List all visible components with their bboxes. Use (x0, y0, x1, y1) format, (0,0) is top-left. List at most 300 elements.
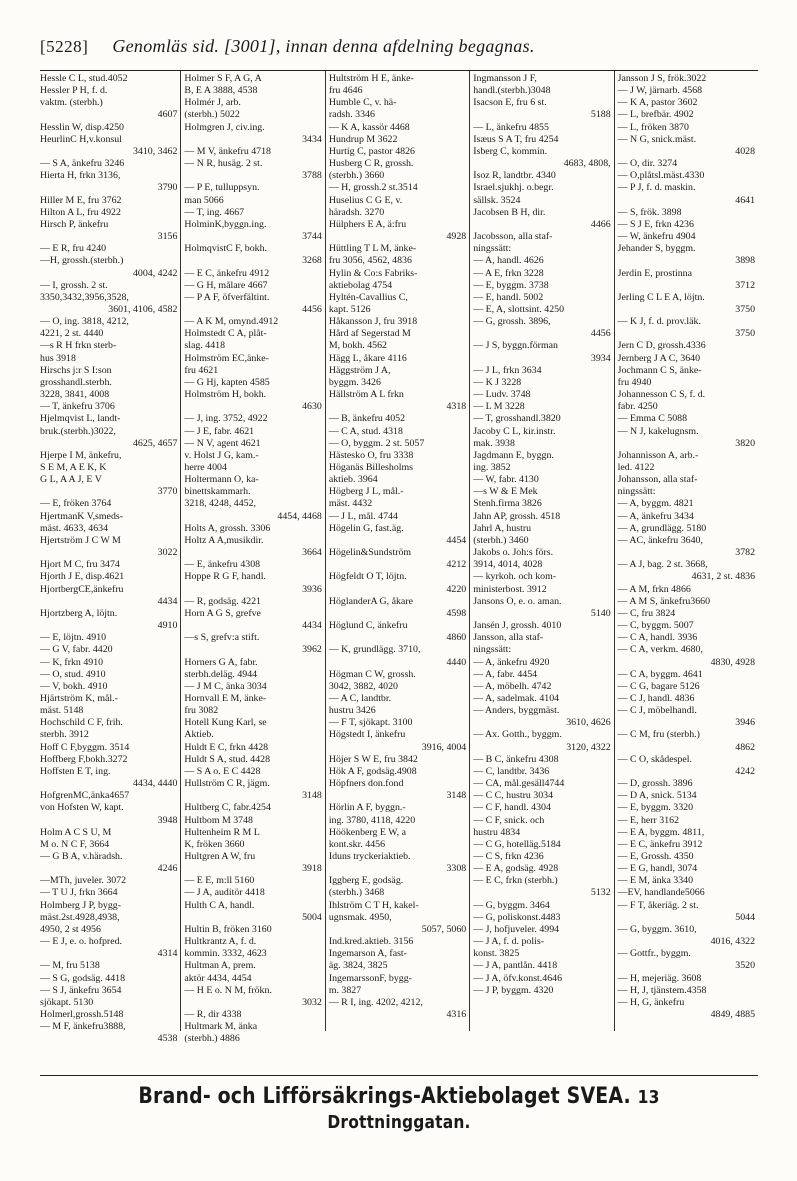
directory-entry: 4538 (157, 1033, 178, 1045)
directory-entry: — T, grosshandl.3820 (473, 413, 561, 425)
directory-entry: Hoppe R G F, handl. (184, 571, 266, 583)
directory-entry: ing. 3852 (473, 462, 511, 473)
directory-entry: Jernberg J A C, 3640 (617, 352, 701, 364)
directory-entry: 3820 (735, 437, 756, 449)
directory-entry: — P J, f. d. maskin. (617, 182, 696, 194)
directory-entry: — H, G, änkefru (617, 996, 685, 1008)
directory-entry: 4246 (157, 863, 178, 875)
directory-entry: 4220 (446, 583, 467, 595)
directory-entry: binettskammarh. (184, 486, 251, 498)
directory-page (40, 36, 758, 1045)
directory-entry: — N R, husäg. 2 st. (184, 158, 263, 170)
directory-entry: — S G, godsäg. 4418 (40, 972, 126, 984)
directory-entry: 5132 (590, 887, 611, 899)
directory-entry: 4454, 4468 (277, 510, 322, 522)
directory-entry: — M F, änkefru3888, (40, 1021, 126, 1033)
directory-entry: byggm. 3426 (328, 376, 381, 388)
directory-entry: — Emma C 5088 (617, 413, 688, 425)
directory-entry: — G, byggm. 3464 (473, 899, 550, 911)
directory-entry: — C S, frkn 4236 (473, 851, 544, 862)
directory-entry: Holmer S F, A G, A (184, 73, 262, 84)
directory-entry: hustru 4834 (473, 826, 521, 838)
directory-entry: — E C, änkefru 3912 (617, 838, 703, 850)
directory-entry: Jahn AP, grossh. 4518 (473, 510, 561, 522)
directory-entry: HolmqvistC F, bokh. (184, 243, 268, 255)
directory-entry: — F T, åkeriäg. 2 st. (617, 899, 699, 911)
directory-entry: Johannisson A, arb.- (617, 449, 699, 461)
column-5 (614, 71, 758, 1031)
directory-entry: aktiebolag 4754 (328, 279, 393, 291)
directory-entry: Holmerl,grossh.5148 (40, 1009, 124, 1021)
directory-entry: 4434 (302, 620, 322, 632)
directory-entry: — C M, fru (sterbh.) (617, 729, 700, 741)
running-title: Genomläs sid. [3001], innan denna afdelning begagnas. (112, 36, 535, 56)
directory-entry: 3610, 4626 (566, 717, 611, 729)
directory-entry: Husberg C R, grossh. (328, 158, 414, 170)
directory-entry: ningssätt: (473, 243, 512, 255)
directory-entry: 3712 (735, 279, 756, 291)
directory-entry: 3934 (590, 352, 611, 364)
directory-entry: 4466 (590, 218, 611, 230)
directory-entry: HjortbergCE,änkefru (40, 583, 124, 595)
directory-entry: — J A, öfv.konst.4646 (473, 972, 563, 984)
directory-entry: Hjortzberg A, löjtn. (40, 607, 118, 619)
directory-entry: Hultbom M 3748 (184, 814, 253, 826)
directory-entry: —MTh, juveler. 3072 (40, 875, 127, 887)
directory-entry: — M V, änkefru 4718 (184, 145, 271, 157)
directory-entry: — E C, frkn (sterbh.) (473, 875, 558, 887)
directory-entry: Hultin B, fröken 3160 (184, 923, 272, 935)
directory-entry: — C J, handl. 4836 (617, 692, 695, 704)
directory-entry: — C J, möbelhandl. (617, 705, 697, 717)
directory-entry: — J E, fabr. 4621 (184, 425, 255, 437)
directory-entry: — A, handl. 4626 (473, 255, 544, 267)
directory-entry: aktör 4434, 4454 (184, 972, 252, 984)
directory-entry: 3268 (302, 255, 322, 267)
directory-entry: Iduns tryckeriaktieb. (328, 851, 411, 862)
directory-entry: Högfeldt O T, löjtn. (328, 571, 407, 583)
directory-entry: äg. 3824, 3825 (328, 960, 388, 972)
directory-entry: ningssätt: (617, 486, 656, 498)
directory-entry: Hjerpe I M, änkefru, (40, 449, 122, 461)
column-3 (325, 71, 469, 1031)
directory-entry: fru 4621 (184, 364, 219, 376)
directory-entry: — H, mejeriäg. 3608 (617, 972, 702, 984)
directory-entry: — N V, agent 4621 (184, 437, 261, 449)
directory-entry: Jagdmann E, byggn. (473, 449, 554, 461)
directory-entry: Hällström A L frkn (328, 389, 404, 401)
directory-entry: — O,plåtsl.mäst.4330 (617, 170, 705, 182)
directory-entry: Hoffberg F,bokh.3272 (40, 753, 128, 765)
directory-entry: — Ax. Gotth., byggm. (473, 729, 562, 741)
directory-entry: — kyrkoh. och kom- (473, 571, 557, 583)
directory-entry: m. 3827 (328, 984, 362, 996)
directory-entry: 4607 (157, 109, 178, 121)
directory-entry: — E, handl. 5002 (473, 291, 544, 303)
directory-entry: 3750 (735, 328, 756, 340)
directory-entry: 3228, 3841, 4008 (40, 389, 110, 401)
directory-entry: — A, byggm. 4821 (617, 498, 694, 510)
directory-entry: slag. 4418 (184, 340, 226, 352)
directory-entry: Holmberg J P, bygg- (40, 899, 122, 911)
directory-entry: — T U J, frkn 3664 (40, 887, 118, 899)
directory-entry: Jakobs o. Joh:s förs. (473, 547, 554, 559)
directory-entry: 4641 (735, 194, 756, 206)
directory-entry: — J A, pantlån. 4418 (473, 960, 558, 972)
directory-entry: 4440 (446, 656, 467, 668)
directory-entry: — G V, fabr. 4420 (40, 644, 113, 656)
directory-entry: Häggström J A, (328, 364, 391, 376)
directory-entry: Hyltén-Cavallius C, (328, 291, 408, 303)
directory-entry: — E, Grossh. 4350 (617, 851, 694, 862)
directory-entry: — E M, änka 3340 (617, 875, 694, 887)
directory-entry: Isoz R, landtbr. 4340 (473, 170, 556, 182)
directory-entry: — M, fru 5138 (40, 960, 100, 972)
directory-entry: Hessle C L, stud.4052 (40, 73, 128, 84)
directory-entry: Humble C, v. hä- (328, 97, 397, 109)
directory-entry: Holmström EC,änke- (184, 352, 269, 364)
directory-entry: Hoff C F,byggm. 3514 (40, 741, 130, 753)
directory-entry: 3120, 4322 (566, 741, 611, 753)
directory-entry: — T, ing. 4667 (184, 206, 245, 218)
directory-entry: HöglanderA G, åkare (328, 595, 413, 607)
directory-entry: Huldt S A, stud. 4428 (184, 753, 271, 765)
directory-entry: — O, ing. 3818, 4212, (40, 316, 129, 328)
advertisement-text-line (90, 1084, 707, 1134)
directory-entry: — K, grundlägg. 3710, (328, 644, 421, 656)
directory-entry: ministerbost. 3912 (473, 583, 547, 595)
directory-entry: Hultman A, prem. (184, 960, 256, 972)
directory-entry: — C A, stud. 4318 (328, 425, 403, 437)
directory-entry: 4314 (157, 948, 178, 960)
directory-entry: sterbh. 3912 (40, 729, 89, 741)
directory-entry: bruk.(sterbh.)3022, (40, 425, 116, 437)
directory-entry: Hård af Segerstad M (328, 328, 411, 340)
directory-entry: — K, frkn 4910 (40, 656, 104, 668)
directory-entry: — Gottfr., byggm. (617, 948, 691, 960)
directory-entry: — G B A, v.häradsh. (40, 851, 123, 862)
directory-entry: — L, brefbär. 4902 (617, 109, 694, 121)
directory-entry: 4598 (446, 607, 467, 619)
directory-entry: — H, grossh.2 st.3514 (328, 182, 418, 194)
directory-entry: IngemarssonF, bygg- (328, 972, 412, 984)
directory-entry: 5188 (590, 109, 611, 121)
directory-entry: Holm A C S U, M (40, 826, 112, 838)
directory-entry: — E C, änkefru 4912 (184, 267, 270, 279)
directory-entry: 3770 (157, 486, 178, 498)
directory-entry: Hessler P H, f. d. (40, 85, 108, 97)
directory-entry: — J A, f. d. polis- (473, 936, 544, 948)
directory-entry: Jacobsson, alla staf- (473, 231, 553, 243)
directory-entry: Hiller M E, fru 3762 (40, 194, 122, 206)
directory-entry: 4221, 2 st. 4440 (40, 328, 104, 340)
directory-entry: — L, änkefru 4855 (473, 121, 549, 133)
directory-entry: — S J E, frkn 4236 (617, 218, 694, 230)
directory-entry: Ind.kred.aktieb. 3156 (328, 936, 414, 948)
directory-entry: Hülphers E A, ä:fru (328, 218, 407, 230)
directory-entry: fabr. 4250 (617, 401, 658, 413)
directory-entry: — S A, änkefru 3246 (40, 158, 125, 170)
directory-entry: radsh. 3346 (328, 109, 375, 121)
directory-entry: Horn A G S, grefve (184, 607, 261, 619)
directory-entry: — C F, snick. och (473, 814, 545, 826)
directory-entry: (sterbh.) 5022 (184, 109, 240, 121)
directory-entry: — C G, bagare 5126 (617, 680, 700, 692)
directory-entry: Höjer S W E, fru 3842 (328, 753, 418, 765)
directory-entry: Hylin & Co:s Fabriks- (328, 267, 418, 279)
directory-entry: aktieb. 3964 (328, 474, 378, 486)
directory-entry: HofgrenMC,änka4657 (40, 790, 130, 802)
directory-entry: — A C, landtbr. (328, 692, 392, 704)
directory-entry: mäst.2st.4928,4938, (40, 911, 120, 923)
directory-entry: 4028 (735, 145, 756, 157)
directory-entry: 3410, 3462 (132, 145, 178, 157)
directory-entry: Jerdin E, prostinna (617, 267, 692, 279)
directory-entry: Högman C W, grossh. (328, 668, 416, 680)
directory-entry: von Hofsten W, kapt. (40, 802, 124, 814)
directory-entry: hustru 3426 (328, 705, 376, 717)
directory-entry: — L, fröken 3870 (617, 121, 689, 133)
directory-entry: Jansons O, e. o. aman. (473, 595, 562, 607)
directory-entry: 3948 (157, 814, 178, 826)
directory-entry: 3218, 4248, 4452, (184, 498, 256, 510)
directory-entry: —H, grossh.(sterbh.) (40, 255, 124, 267)
directory-entry: — A, möbelh. 4742 (473, 680, 552, 692)
directory-entry: 3916, 4004 (421, 741, 467, 753)
directory-entry: Ihlström C T H, kakel- (328, 899, 419, 911)
directory-entry: — G, poliskonst.4483 (473, 911, 561, 923)
directory-entry: Holtz A A,musikdir. (184, 534, 264, 546)
directory-entry: 3664 (302, 547, 322, 559)
directory-entry: 3148 (302, 790, 322, 802)
directory-entry: 3032 (302, 996, 322, 1008)
directory-entry: (sterbh.) 3660 (328, 170, 385, 182)
directory-entry: Huselius C G E, v. (328, 194, 403, 206)
directory-entry: hus 3918 (40, 352, 76, 364)
directory-entry: 3350,3432,3956,3528, (40, 291, 129, 303)
directory-entry: Johansson, alla staf- (617, 474, 698, 486)
directory-entry: — A, grundlägg. 5180 (617, 522, 707, 534)
directory-entry: — W, fabr. 4130 (473, 474, 539, 486)
directory-entry: — A, änkefru 4920 (473, 656, 550, 668)
directory-entry: — E, löjtn. 4910 (40, 632, 107, 644)
directory-entry: 4242 (735, 765, 756, 777)
directory-entry: 5057, 5060 (421, 923, 467, 935)
directory-entry: 4004, 4242 (132, 267, 178, 279)
directory-entry: fru 4646 (328, 85, 363, 97)
directory-entry: man 5066 (184, 194, 224, 206)
directory-entry: — V, bokh. 4910 (40, 680, 108, 692)
directory-entry: Hesslin W, disp.4250 (40, 121, 124, 133)
directory-entry: — G Hj, kapten 4585 (184, 376, 270, 388)
directory-entry: 3788 (302, 170, 322, 182)
directory-columns (40, 71, 758, 1045)
directory-entry: Israel.sjukhj. o.begr. (473, 182, 554, 194)
directory-entry: 3601, 4106, 4582 (108, 303, 178, 315)
directory-entry: 4630 (302, 401, 322, 413)
directory-entry: — C, landtbr. 3436 (473, 765, 550, 777)
directory-entry: 4454 (446, 534, 467, 546)
page-header (40, 36, 758, 66)
directory-entry: — I, grossh. 2 st. (40, 279, 108, 291)
directory-entry: — P A F, öfverfältint. (184, 291, 270, 303)
directory-entry: Hochschild C F, frih. (40, 717, 123, 729)
directory-entry: 3782 (735, 547, 756, 559)
directory-entry: 3790 (157, 182, 178, 194)
directory-entry: S E M, A E K, K (40, 462, 107, 473)
advertisement-banner (40, 1075, 758, 1134)
directory-entry: Hjort M C, fru 3474 (40, 559, 120, 571)
directory-entry: Aktieb. (184, 729, 214, 741)
directory-entry: 4434, 4440 (132, 778, 178, 790)
directory-entry: — K J, f. d. prov.läk. (617, 316, 701, 328)
directory-entry: 4862 (735, 741, 756, 753)
directory-entry: HeurlinC H,v.konsul (40, 133, 122, 145)
directory-entry: — C A, handl. 3936 (617, 632, 698, 644)
directory-entry: 3434 (302, 133, 322, 145)
directory-entry: — C A, byggm. 4641 (617, 668, 703, 680)
directory-entry: 5044 (735, 911, 756, 923)
directory-entry: Ingmansson J F, (473, 73, 537, 84)
directory-entry: konst. 3825 (473, 948, 520, 960)
directory-entry: — C, byggm. 5007 (617, 620, 694, 632)
directory-entry: Hjelmqvist L, landt- (40, 413, 121, 425)
directory-entry: K, fröken 3660 (184, 838, 245, 850)
directory-entry: kommin. 3332, 4623 (184, 948, 267, 960)
directory-entry: 4631, 2 st. 4836 (691, 571, 756, 583)
directory-entry: Hjorth J E, disp.4621 (40, 571, 125, 583)
directory-entry: Jern C D, grossh.4336 (617, 340, 706, 352)
directory-entry: v. Holst J G, kam.- (184, 449, 259, 461)
directory-entry: 4456 (302, 303, 322, 315)
directory-entry: 5004 (302, 911, 322, 923)
directory-entry: Jansson, alla staf- (473, 632, 544, 644)
directory-entry: Jacoby C L, kir.instr. (473, 425, 556, 437)
directory-entry: grosshandl.sterbh. (40, 376, 112, 388)
column-4 (469, 71, 613, 1031)
directory-entry: — C A, verkm. 4680, (617, 644, 703, 656)
advertisement-rule (40, 1075, 758, 1076)
directory-entry: Högstedt I, änkefru (328, 729, 406, 741)
directory-entry: G L, A A J, E V (40, 474, 102, 486)
directory-entry: — T, änkefru 3706 (40, 401, 115, 413)
directory-entry: — J P, byggm. 4320 (473, 984, 554, 996)
directory-entry: Jacobsen B H, dir. (473, 206, 546, 218)
directory-entry: Hullström C R, jägm. (184, 778, 270, 790)
directory-entry: — S J, änkefru 3654 (40, 984, 122, 996)
directory-entry: — C G, hotelläg.5184 (473, 838, 561, 850)
directory-entry: ningssätt: (473, 644, 512, 656)
directory-entry: Huldt E C, frkn 4428 (184, 741, 269, 753)
directory-entry: — L M 3228 (473, 401, 525, 413)
directory-entry: Hirschs j:r S I:son (40, 364, 112, 376)
directory-entry: — J A, auditör 4418 (184, 887, 265, 899)
directory-entry: Holts A, grossh. 3306 (184, 522, 271, 534)
directory-entry: — O, stud. 4910 (40, 668, 106, 680)
directory-entry: Höglund C, änkefru (328, 620, 408, 632)
directory-entry: —EV, handlande5066 (617, 887, 705, 899)
directory-entry: kapt. 5126 (328, 303, 371, 315)
directory-entry: HolminK,byggn.ing. (184, 218, 267, 230)
directory-entry: — C O, skådespel. (617, 753, 692, 765)
directory-entry: 4318 (446, 401, 467, 413)
directory-entry: — S, frök. 3898 (617, 206, 682, 218)
directory-entry: Isacson E, fru 6 st. (473, 97, 547, 109)
directory-entry: fru 3056, 4562, 4836 (328, 255, 412, 267)
directory-entry: 4434 (157, 595, 178, 607)
directory-entry: — F T, sjökapt. 3100 (328, 717, 413, 729)
directory-entry: Iggberg E, godsäg. (328, 875, 404, 887)
directory-entry: — C, fru 3824 (617, 607, 676, 619)
directory-entry: Hulth C A, handl. (184, 899, 255, 911)
directory-entry: Hörlin A F, byggn.- (328, 802, 406, 814)
directory-entry: 3744 (302, 231, 322, 243)
directory-entry: ugnsmak. 4950, (328, 911, 392, 923)
directory-entry: Hoffsten E T, ing. (40, 765, 111, 777)
directory-entry: led. 4122 (617, 462, 655, 473)
directory-entry: — E A, byggm. 4811, (617, 826, 705, 838)
directory-entry: — N J, kakelugnsm. (617, 425, 699, 437)
directory-entry: Jochmann C S, änke- (617, 364, 702, 376)
directory-entry: 3520 (735, 960, 756, 972)
directory-entry: Hök A F, godsäg.4908 (328, 765, 417, 777)
directory-entry: Håkansson J, fru 3918 (328, 316, 418, 328)
directory-entry: — R, godsäg. 4221 (184, 595, 261, 607)
directory-entry: mak. 3938 (473, 437, 515, 449)
directory-entry: — E G, handl, 3074 (617, 863, 698, 875)
directory-entry: — R, dir 4338 (184, 1009, 242, 1021)
directory-entry: Holmgren J, civ.ing. (184, 121, 265, 133)
directory-entry: — E, byggm. 3738 (473, 279, 549, 291)
directory-entry: — A, fabr. 4454 (473, 668, 538, 680)
directory-entry: — E J, e. o. hofpred. (40, 936, 122, 948)
directory-entry: — J, ing. 3752, 4922 (184, 413, 268, 425)
directory-entry: Hornvall E M, änke- (184, 692, 267, 704)
directory-entry: 3148 (446, 790, 467, 802)
directory-entry: Högberg J L, mål.- (328, 486, 404, 498)
directory-entry: — N G, snick.mäst. (617, 133, 697, 145)
directory-entry: — D, grossh. 3896 (617, 778, 693, 790)
directory-entry: 4849, 4885 (710, 1009, 756, 1021)
directory-entry: — A, änkefru 3434 (617, 510, 694, 522)
directory-entry: Holmér J, arb. (184, 97, 241, 109)
advertisement-address: 13 Drottninggatan. (327, 1087, 660, 1133)
directory-entry: — S A o. E C 4428 (184, 765, 261, 777)
directory-entry: sterbh.deläg. 4944 (184, 668, 258, 680)
directory-entry: (sterbh.) 4886 (184, 1033, 240, 1045)
directory-entry: handl.(sterbh.)3048 (473, 85, 551, 97)
directory-entry: — K A, pastor 3602 (617, 97, 698, 109)
directory-entry: Hüttling T L M, änke- (328, 243, 417, 255)
directory-entry: — W, änkefru 4904 (617, 231, 696, 243)
directory-entry: herre 4004 (184, 462, 227, 473)
directory-entry: — A M, frkn 4866 (617, 583, 691, 595)
directory-entry: — E, fröken 3764 (40, 498, 112, 510)
directory-entry: Hultgren A W, fru (184, 851, 256, 862)
directory-entry: 4016, 4322 (710, 936, 756, 948)
directory-entry: Hierta H, frkn 3136, (40, 170, 121, 182)
directory-entry: mäst. 4432 (328, 498, 373, 510)
directory-entry: 4316 (446, 1009, 467, 1021)
directory-entry: M, bokh. 4562 (328, 340, 387, 352)
directory-entry: mäst. 4633, 4634 (40, 522, 109, 534)
directory-entry: Hjärtström K, mål.- (40, 692, 118, 704)
directory-entry: — G, byggm. 3610, (617, 923, 697, 935)
directory-entry: 3042, 3882, 4020 (328, 680, 398, 692)
directory-entry: vaktm. (sterbh.) (40, 97, 103, 109)
directory-entry: sjökapt. 5130 (40, 996, 94, 1008)
directory-entry: Horners G A, fabr. (184, 656, 258, 668)
